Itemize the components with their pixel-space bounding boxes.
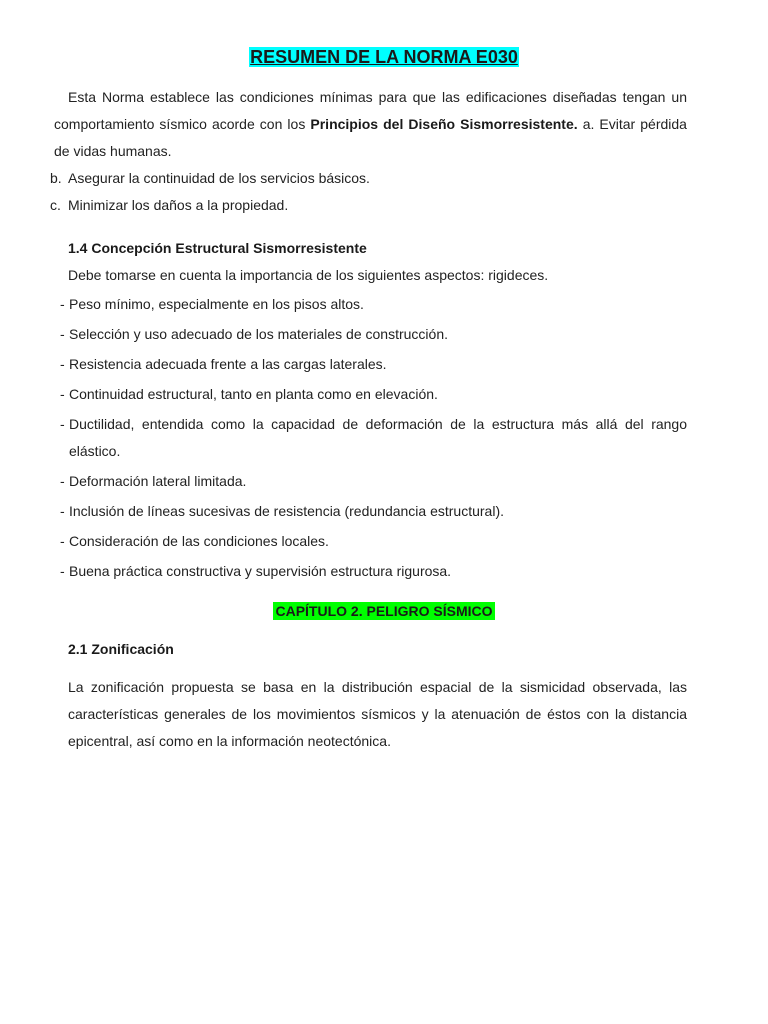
list-item-text: Asegurar la continuidad de los servicios básicos.	[68, 170, 370, 186]
list-item	[60, 291, 687, 318]
chapter-title	[0, 599, 768, 623]
intro-text-before: Esta Norma establece las condiciones mínimas para que las edificaciones diseñadas tengan un comportamiento sísmico acorde con los	[54, 89, 687, 132]
list-item	[60, 528, 687, 555]
document-title	[0, 45, 768, 69]
list-item-text: Buena práctica constructiva y supervisión estructura rigurosa.	[69, 563, 452, 579]
list-marker: c.	[50, 197, 61, 213]
list-item-text: Resistencia adecuada frente a las cargas laterales.	[69, 356, 387, 372]
list-item	[60, 321, 687, 348]
list-item-text: Selección y uso adecuado de los materiales de construcción.	[69, 326, 448, 342]
dash-marker: -	[60, 533, 65, 549]
dash-marker: -	[60, 416, 65, 432]
zonification-paragraph: La zonificación propuesta se basa en la distribución espacial de la sismicidad observada, las características generales de los movimientos sísmicos y la atenuación de éstos con la distancia epicentral, así como en la información neotectónica.	[68, 679, 687, 749]
list-item-text: Inclusión de líneas sucesivas de resistencia (redundancia estructural).	[69, 503, 505, 519]
dash-marker: -	[60, 326, 65, 342]
intro-bold-text: Principios del Diseño Sismorresistente.	[310, 116, 578, 132]
dash-marker: -	[60, 296, 65, 312]
intro-paragraph	[54, 84, 687, 165]
dash-marker: -	[60, 473, 65, 489]
list-item	[60, 351, 687, 378]
dash-marker: -	[60, 563, 65, 579]
dash-marker: -	[60, 503, 65, 519]
section-heading: 1.4 Concepción Estructural Sismorresistente	[68, 240, 367, 256]
chapter-title-text: CAPÍTULO 2. PELIGRO SÍSMICO	[275, 603, 493, 619]
lettered-item	[50, 165, 370, 192]
list-item-text: Consideración de las condiciones locales.	[69, 533, 329, 549]
section-intro: Debe tomarse en cuenta la importancia de los siguientes aspectos: rigideces.	[68, 267, 549, 283]
document-title-text: RESUMEN DE LA NORMA E030	[250, 47, 518, 67]
intro-text-after: a. Evitar pérdida de vidas humanas.	[54, 116, 687, 159]
dash-marker: -	[60, 386, 65, 402]
list-item-text: Peso mínimo, especialmente en los pisos altos.	[69, 296, 364, 312]
list-item	[60, 411, 687, 465]
lettered-item	[50, 192, 370, 219]
dash-marker: -	[60, 356, 65, 372]
list-item-text: Deformación lateral limitada.	[69, 473, 247, 489]
list-item-text: Ductilidad, entendida como la capacidad de deformación de la estructura más allá del rango elástico.	[69, 416, 687, 459]
list-item-text: Continuidad estructural, tanto en planta como en elevación.	[69, 386, 438, 402]
list-item	[60, 381, 687, 408]
list-item	[60, 498, 687, 525]
list-item-text: Minimizar los daños a la propiedad.	[68, 197, 289, 213]
list-item	[60, 468, 687, 495]
subsection-heading: 2.1 Zonificación	[68, 641, 174, 657]
list-marker: b.	[50, 170, 62, 186]
list-item	[60, 558, 687, 585]
lettered-list	[50, 165, 370, 219]
aspects-list	[60, 291, 687, 588]
